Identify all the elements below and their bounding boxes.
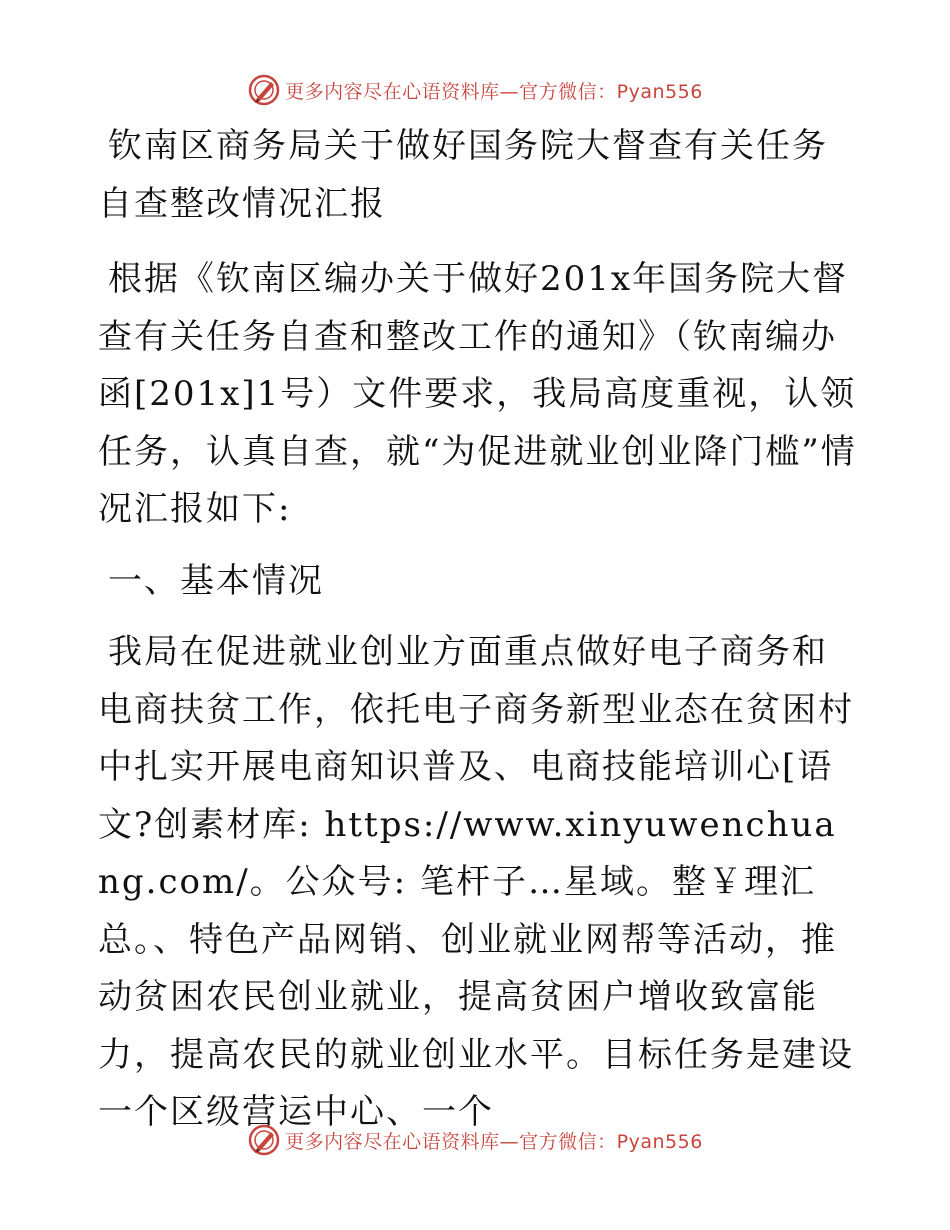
paragraph-body: 我局在促进就业创业方面重点做好电子商务和电商扶贫工作，依托电子商务新型业态在贫困村中扎实开展电商知识普及、电商技能培训心[语文?创素材库: https://www.xinyuwenchuang.com/。公众号: 笔杆子…星域。整￥理汇总。、特色产品网销、创业就业网帮等活动，推动贫困农民创业就业，提高贫困户增收致富能力，提高农民的就业创业水平。目标任务是建设一个区级营运中心、一个 [98,632,854,1132]
watermark-text: 更多内容尽在心语资料库—官方微信：Pyan556 [285,1130,703,1153]
document-body [98,118,858,1156]
watermark-footer [0,1120,950,1160]
section-heading-basic: 一、基本情况 [108,560,324,601]
pen-logo-icon [247,73,281,107]
document-title: 钦南区商务局关于做好国务院大督查有关任务自查整改情况汇报 [98,126,828,224]
paragraph-intro: 根据《钦南区编办关于做好201x年国务院大督查有关任务自查和整改工作的通知》（钦南编办函[201x]1号）文件要求，我局高度重视，认领任务，认真自查，就“为促进就业创业降门槛”情况汇报如下: [98,259,857,529]
watermark-text: 更多内容尽在心语资料库—官方微信：Pyan556 [285,80,703,103]
pen-logo-icon [247,1123,281,1157]
watermark-header [0,70,950,110]
